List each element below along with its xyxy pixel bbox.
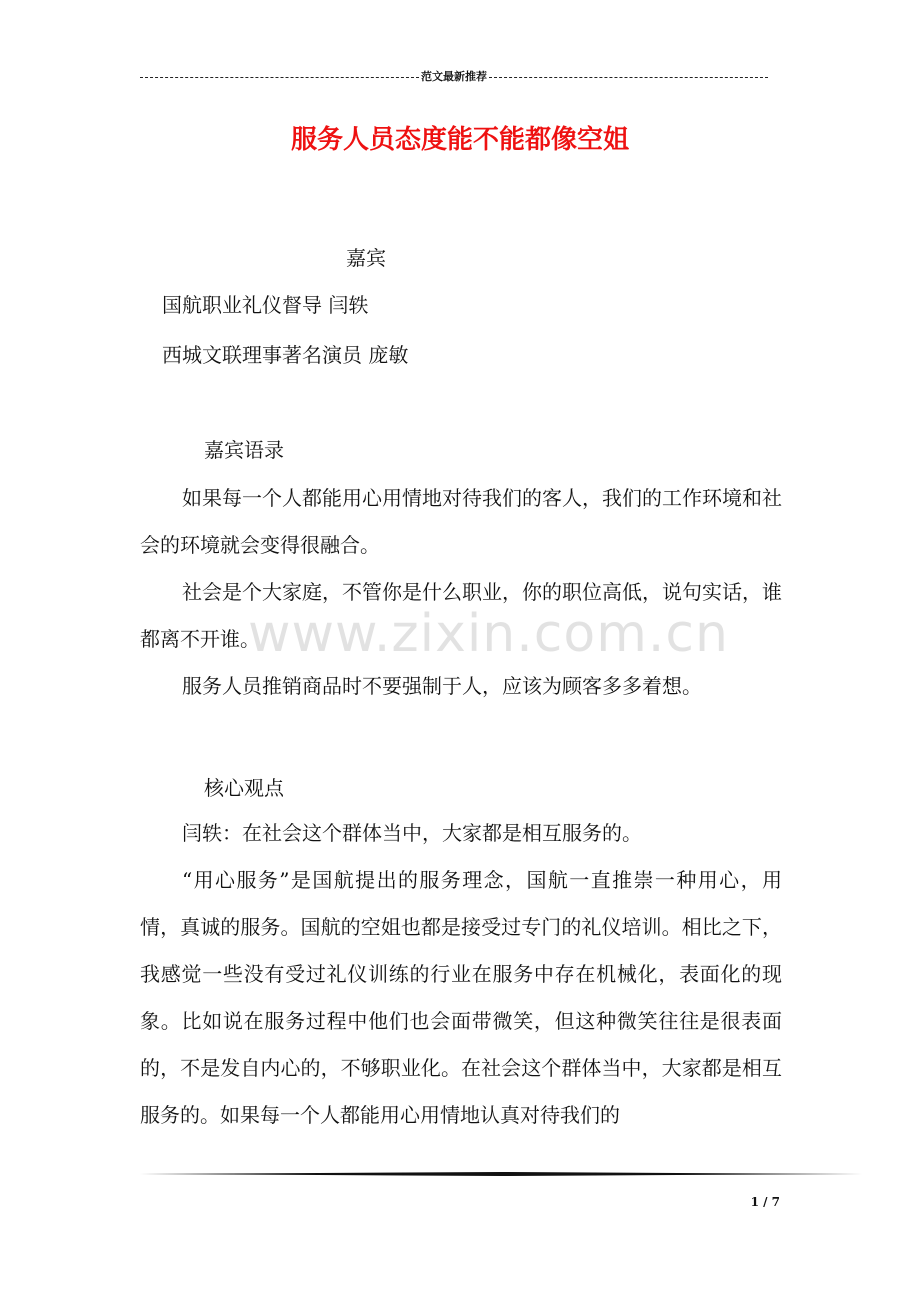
quote-paragraph-3: 服务人员推销商品时不要强制于人，应该为顾客多多着想。 <box>182 674 702 698</box>
quotes-heading: 嘉宾语录 <box>204 438 284 462</box>
quote-paragraph-1: 如果每一个人都能用心用情地对待我们的客人，我们的工作环境和社会的环境就会变得很融合。 <box>140 486 782 557</box>
page-header <box>140 70 768 84</box>
header-dash-left <box>140 77 419 78</box>
guest-2: 西城文联理事著名演员 庞敏 <box>162 343 409 367</box>
core-heading: 核心观点 <box>204 776 284 800</box>
core-paragraph-2: “用心服务”是国航提出的服务理念，国航一直推崇一种用心，用情，真诚的服务。国航的空姐也都是接受过专门的礼仪培训。相比之下，我感觉一些没有受过礼仪训练的行业在服务中存在机械化，表面化的现象。比如说在服务过程中他们也会面带微笑，但这种微笑往往是很表面的，不是发自内心的，不够职业化。在社会这个群体当中，大家都是相互服务的。如果每一个人都能用心用情地认真对待我们的 <box>140 868 782 1127</box>
quote-paragraph-2: 社会是个大家庭，不管你是什么职业，你的职位高低，说句实话，谁都离不开谁。 <box>140 580 782 651</box>
header-dash-right <box>489 77 768 78</box>
core-paragraph-1: 闫轶：在社会这个群体当中，大家都是相互服务的。 <box>182 821 642 845</box>
guest-1: 国航职业礼仪督导 闫轶 <box>162 293 369 317</box>
guests-heading: 嘉宾 <box>346 246 386 270</box>
footer-rule <box>140 1172 862 1176</box>
page-number: 1 / 7 <box>750 1195 780 1209</box>
header-label: 范文最新推荐 <box>421 70 487 83</box>
watermark: www.zixin.com.cn <box>248 604 729 664</box>
document-title: 服务人员态度能不能都像空姐 <box>290 125 629 155</box>
